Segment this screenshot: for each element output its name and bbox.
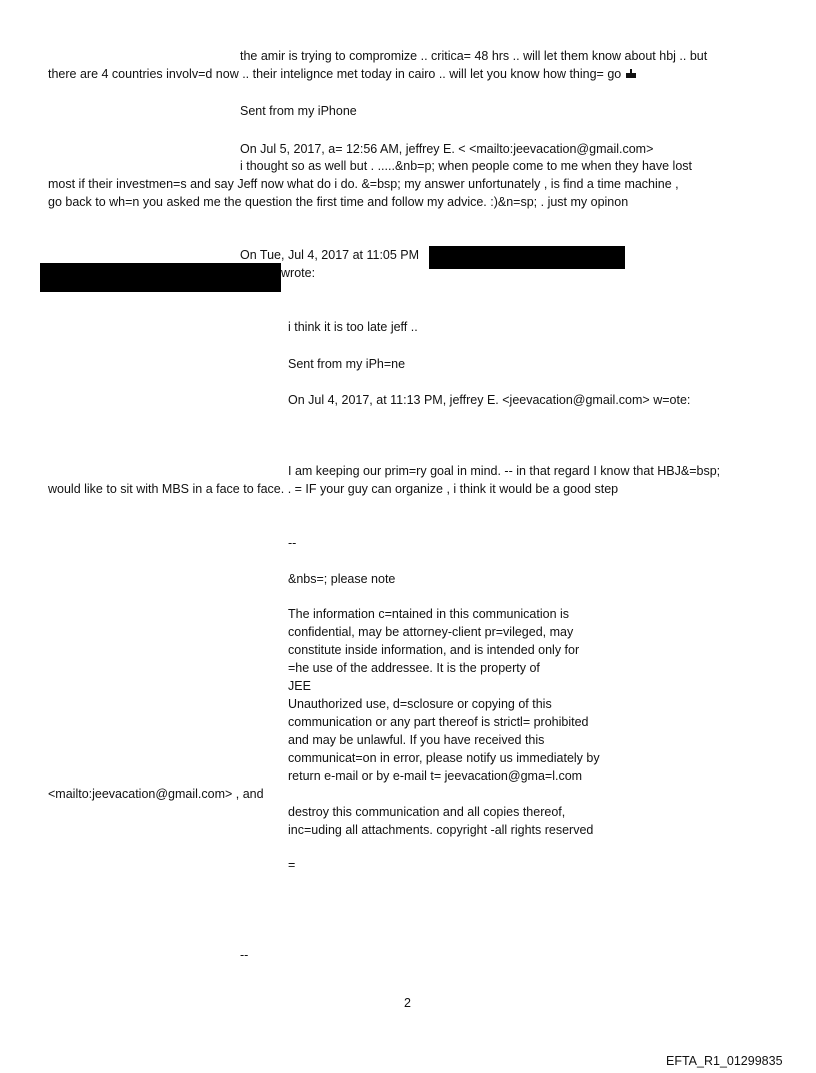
disclaimer-line-6: Unauthorized use, d=sclosure or copying of this bbox=[288, 697, 552, 711]
bottom-separator: -- bbox=[240, 948, 249, 962]
disclaimer-line-9: communicat=on in error, please notify us immediately by bbox=[288, 751, 600, 765]
equals-marker: = bbox=[288, 858, 296, 872]
redaction-box-sender-name bbox=[429, 246, 625, 269]
disclaimer-line-1: The information c=ntained in this communication is bbox=[288, 607, 570, 621]
disclaimer-line-4: =he use of the addressee. It is the property of bbox=[288, 661, 540, 675]
quote1-line3: go back to wh=n you asked me the question the first time and follow my advice. :)&n=sp; . just my opinon bbox=[48, 195, 629, 209]
message-line1: I am keeping our prim=ry goal in mind. -- in that regard I know that HBJ&=bsp; bbox=[288, 464, 721, 478]
quote1-line2: most if their investmen=s and say Jeff now what do i do. &=bsp; my answer unfortunately , is find a time machine , bbox=[48, 177, 679, 191]
hand-pointing-icon bbox=[625, 68, 637, 79]
reply2-header: On Jul 4, 2017, at 11:13 PM, jeffrey E. <jeevacation@gmail.com> w=ote: bbox=[288, 393, 691, 407]
reply1-line2-wrap bbox=[48, 67, 637, 82]
disclaimer-line-12: destroy this communication and all copies thereof, bbox=[288, 805, 566, 819]
quote1-line1: i thought so as well but . .....&nb=p; when people come to me when they have lost bbox=[240, 159, 693, 173]
disclaimer-line-2: confidential, may be attorney-client pr=vileged, may bbox=[288, 625, 574, 639]
disclaimer-line-5: JEE bbox=[288, 679, 311, 693]
disclaimer-line-3: constitute inside information, and is intended only for bbox=[288, 643, 580, 657]
redaction-box-sender-email bbox=[40, 263, 281, 292]
disclaimer-line-13: inc=uding all attachments. copyright -all rights reserved bbox=[288, 823, 594, 837]
quote1-header: On Jul 5, 2017, a= 12:56 AM, jeffrey E. < <mailto:jeevacation@gmail.com> bbox=[240, 142, 654, 156]
reply2-signature: Sent from my iPh=ne bbox=[288, 357, 406, 371]
disclaimer-line-10: return e-mail or by e-mail t= jeevacation@gma=l.com bbox=[288, 769, 583, 783]
disclaimer-line-7: communication or any part thereof is strictl= prohibited bbox=[288, 715, 589, 729]
page-number: 2 bbox=[404, 996, 411, 1010]
reply2-line1: i think it is too late jeff .. bbox=[288, 320, 418, 334]
disclaimer-line-11: <mailto:jeevacation@gmail.com> , and bbox=[48, 787, 264, 801]
reply1-line2: there are 4 countries involv=d now .. their intelignce met today in cairo .. will let you know how thing= go bbox=[48, 67, 622, 81]
document-id: EFTA_R1_01299835 bbox=[666, 1054, 783, 1068]
please-note: &nbs=; please note bbox=[288, 572, 396, 586]
quote2-header: On Tue, Jul 4, 2017 at 11:05 PM bbox=[240, 248, 420, 262]
quote2-header-cont: wrote: bbox=[281, 266, 316, 280]
message-line2: would like to sit with MBS in a face to face. . = IF your guy can organize , i think it would be a good step bbox=[48, 482, 619, 496]
reply1-signature: Sent from my iPhone bbox=[240, 104, 357, 118]
disclaimer-line-8: and may be unlawful. If you have received this bbox=[288, 733, 545, 747]
signature-separator: -- bbox=[288, 536, 297, 550]
reply1-line1: the amir is trying to compromize .. critica= 48 hrs .. will let them know about hbj .. but bbox=[240, 49, 708, 63]
